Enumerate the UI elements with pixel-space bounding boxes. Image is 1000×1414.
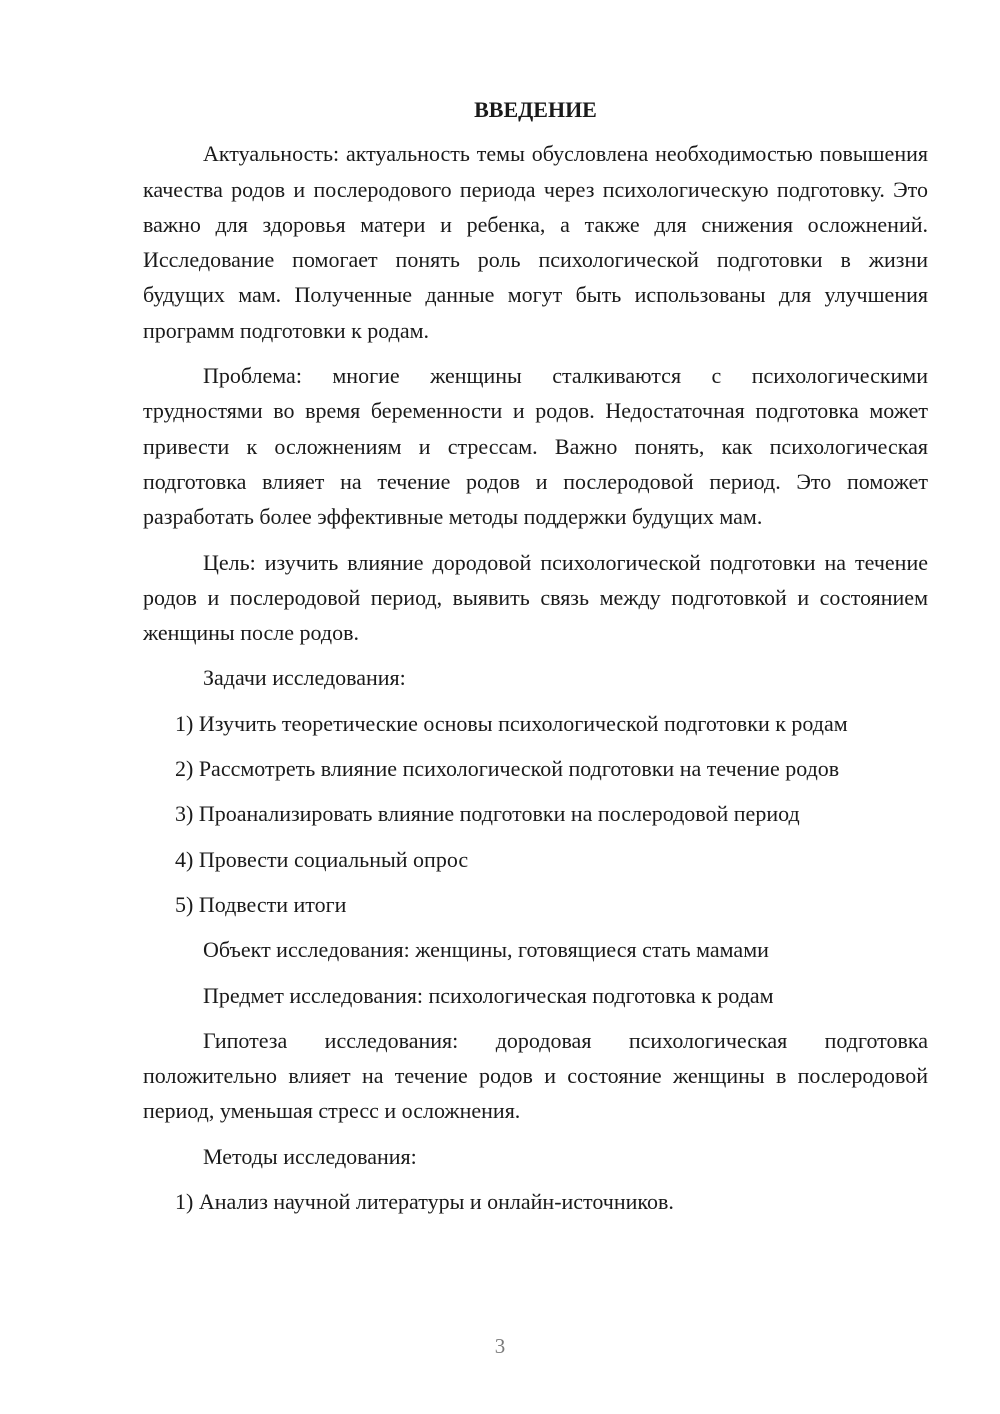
list-item: 1) Изучить теоретические основы психологической подготовки к родам bbox=[175, 710, 848, 736]
paragraph-object: Объект исследования: женщины, готовящиеся стать мамами bbox=[203, 937, 769, 963]
paragraph-problem: Проблема: многие женщины сталкиваются с психологическими трудностями во время беременности и родов. Недостаточная подготовка может привести к осложнениям и стрессам. Важно понять, как психологическая подготовка влияет на течение родов и послеродовой период. Это поможет разработать более эффективные методы поддержки будущих мам. bbox=[143, 363, 928, 530]
paragraph-relevance: Актуальность: актуальность темы обусловлена необходимостью повышения качества родов и послеродового периода через психологическую подготовку. Это важно для здоровья матери и ребенка, а также для снижения осложнений. Исследование помогает понять роль психологической подготовки в жизни будущих мам. Полученные данные могут быть использованы для улучшения программ подготовки к родам. bbox=[143, 141, 928, 343]
tasks-list bbox=[143, 706, 928, 922]
list-item: 5) Подвести итоги bbox=[175, 891, 347, 917]
methods-list bbox=[143, 1184, 928, 1219]
list-item: 3) Проанализировать влияние подготовки на послеродовой период bbox=[175, 801, 800, 827]
list-item: 1) Анализ научной литературы и онлайн-источников. bbox=[175, 1189, 674, 1215]
paragraph-hypothesis: Гипотеза исследования: дородовая психологическая подготовка положительно влияет на течение родов и состояние женщины в послеродовой период, уменьшая стресс и осложнения. bbox=[143, 1027, 928, 1124]
page-number: 3 bbox=[494, 1334, 506, 1358]
page-content bbox=[143, 92, 928, 1229]
list-item: 2) Рассмотреть влияние психологической подготовки на течение родов bbox=[175, 756, 840, 782]
list-item: 4) Провести социальный опрос bbox=[175, 846, 469, 872]
tasks-title: Задачи исследования: bbox=[203, 665, 406, 691]
section-heading: ВВЕДЕНИЕ bbox=[474, 97, 597, 122]
paragraph-goal: Цель: изучить влияние дородовой психологической подготовки на течение родов и послеродовой период, выявить связь между подготовкой и состоянием женщины после родов. bbox=[143, 549, 928, 646]
paragraph-subject: Предмет исследования: психологическая подготовка к родам bbox=[203, 982, 774, 1008]
methods-title: Методы исследования: bbox=[203, 1143, 417, 1169]
